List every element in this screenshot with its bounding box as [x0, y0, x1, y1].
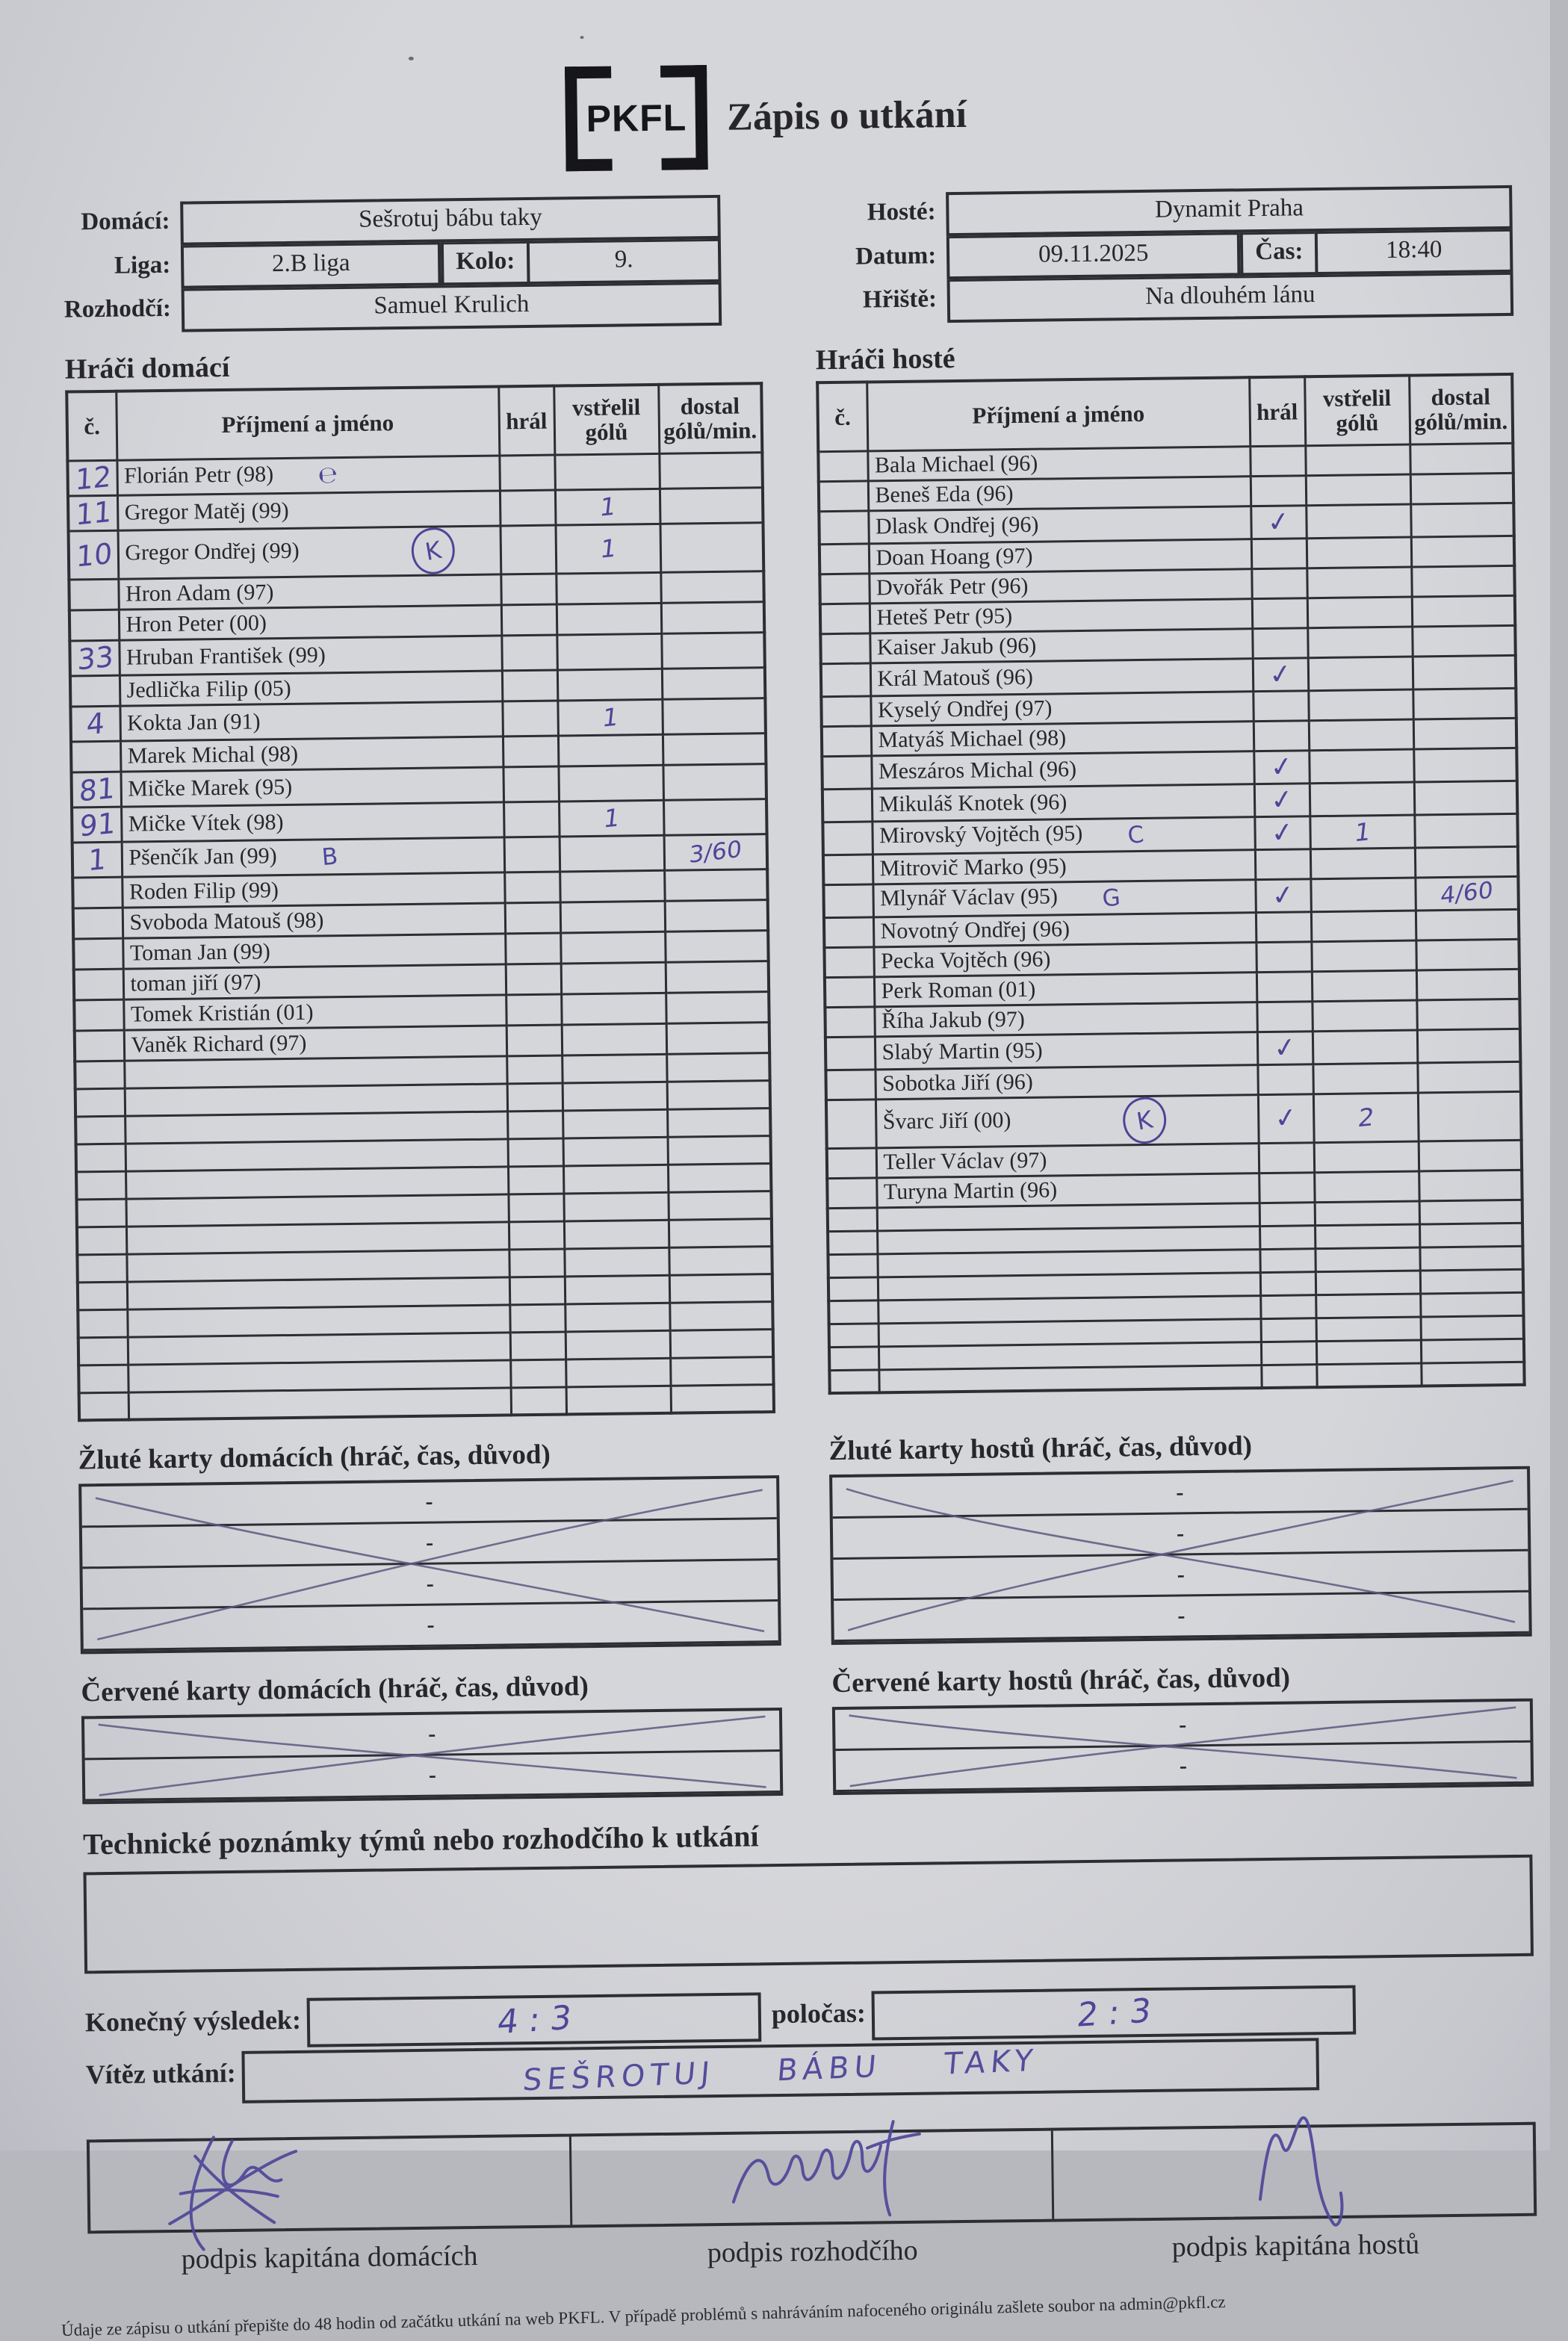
- player-number-handwritten: 33: [76, 639, 114, 677]
- player-name: Kokta Jan (91): [126, 708, 261, 736]
- crossed-out-strokes-icon: [81, 1478, 778, 1651]
- guest-team-label: Hosté:: [867, 198, 936, 226]
- player-name: Jedlička Filip (05): [126, 675, 291, 703]
- guest-roster-table: [816, 373, 1526, 1395]
- red-cards-home-box: [81, 1708, 783, 1804]
- player-name: Svoboda Matouš (98): [129, 907, 324, 935]
- player-number-handwritten: 12: [74, 459, 112, 497]
- player-name: Bala Michael (96): [874, 450, 1038, 478]
- signatures-box: [87, 2122, 1537, 2234]
- technical-notes-box: [83, 1855, 1534, 1974]
- player-name: Hron Adam (97): [125, 579, 274, 607]
- captain-circled-mark-handwritten: K: [408, 524, 459, 577]
- rosters: [64, 316, 1527, 1422]
- card-empty-row: -: [836, 1743, 1531, 1792]
- red-cards-guest-box: [832, 1699, 1534, 1795]
- played-checkmark-handwritten: ✓: [1271, 1031, 1298, 1065]
- halftime-box: [872, 1985, 1357, 2041]
- player-name: Marek Michal (98): [127, 741, 299, 769]
- played-checkmark-handwritten: ✓: [1267, 657, 1294, 692]
- player-name: Gregor Ondřej (99): [125, 538, 300, 565]
- winner-box: [241, 2038, 1319, 2103]
- player-name: Florián Petr (98): [123, 462, 274, 489]
- col-number: č.: [817, 382, 867, 451]
- guest-team-value: Dynamit Praha: [946, 185, 1513, 236]
- league-label: Liga:: [114, 251, 171, 279]
- home-captain-signature-icon: [89, 2106, 570, 2254]
- player-row: [69, 522, 764, 579]
- halftime-label: poločas:: [771, 1997, 867, 2030]
- technical-notes-title: Technické poznámky týmů nebo rozhodčího k utkání: [82, 1819, 759, 1861]
- guest-captain-signature-label: podpis kapitána hostů: [1171, 2228, 1420, 2263]
- card-empty-row: -: [84, 1711, 780, 1760]
- player-name: Novotný Ondřej (96): [880, 917, 1070, 944]
- date-label: Datum:: [855, 242, 937, 270]
- role-mark-handwritten: G: [1101, 884, 1122, 912]
- yellow-cards-home: [78, 1431, 778, 1654]
- goals-conceded-handwritten: 4/60: [1440, 876, 1494, 910]
- goals-scored-handwritten: 1: [600, 701, 620, 733]
- role-mark-handwritten: ℮: [317, 461, 340, 490]
- yellow-cards-guest-title: Žluté karty hostů (hráč, čas, důvod): [828, 1430, 1253, 1467]
- yellow-cards-home-title: Žluté karty domácích (hráč, čas, důvod): [78, 1439, 551, 1476]
- footer-instructions: Údaje ze zápisu o utkání přepište do 48 hodin od začátku utkání na web PKFL. V případě problémů s nahráváním nafoceného originálu zašlete soubor na admin@pkfl.cz: [61, 2292, 1226, 2340]
- red-cards-home: [81, 1663, 781, 1804]
- home-roster-section: [64, 325, 776, 1421]
- final-result-label: Konečný výsledek:: [84, 2004, 302, 2038]
- role-mark-handwritten: B: [320, 843, 339, 872]
- player-number-handwritten: 10: [75, 536, 114, 574]
- player-name: Dlask Ondřej (96): [875, 512, 1039, 539]
- goals-scored-handwritten: 2: [1356, 1102, 1376, 1133]
- yellow-cards-guest: [828, 1422, 1529, 1645]
- card-empty-row: -: [81, 1478, 777, 1528]
- card-empty-row: -: [835, 1702, 1531, 1751]
- pkfl-logo: [565, 65, 708, 171]
- card-empty-row: -: [82, 1519, 778, 1569]
- player-name: Gregor Matěj (99): [124, 497, 289, 525]
- player-name: Tomek Kristián (01): [130, 999, 314, 1027]
- match-info-home: [63, 195, 722, 334]
- played-checkmark-handwritten: ✓: [1268, 750, 1295, 784]
- guest-roster-section: [815, 316, 1526, 1395]
- guest-roster-title: Hráči hosté: [815, 343, 955, 376]
- played-checkmark-handwritten: ✓: [1269, 878, 1297, 913]
- red-cards: [81, 1655, 1531, 1805]
- time-value: 18:40: [1315, 229, 1513, 275]
- goals-conceded-handwritten: 3/60: [688, 835, 743, 869]
- home-roster-header-row: [66, 383, 762, 460]
- date-value: 09.11.2025: [946, 232, 1241, 279]
- home-roster-title: Hráči domácí: [64, 351, 230, 385]
- card-empty-row: -: [85, 1752, 781, 1801]
- played-checkmark-handwritten: ✓: [1268, 816, 1296, 850]
- player-name: Slabý Martin (95): [881, 1038, 1043, 1065]
- goals-scored-handwritten: 1: [598, 533, 618, 564]
- halftime-handwritten: 2 : 3: [1074, 1991, 1153, 2035]
- venue-label: Hřiště:: [862, 285, 938, 314]
- player-name: Mičke Marek (95): [128, 774, 293, 801]
- player-name: Kaiser Jakub (96): [876, 633, 1037, 660]
- col-goals-conceded: dostal gólů/min.: [1409, 374, 1513, 444]
- round-value: 9.: [527, 239, 722, 285]
- player-name: Mlynář Václav (95): [879, 884, 1059, 911]
- captain-circled-mark-handwritten: K: [1120, 1094, 1171, 1147]
- yellow-cards: [78, 1422, 1529, 1655]
- match-info: [63, 185, 1513, 334]
- referee-signature-icon: [571, 2101, 1052, 2249]
- yellow-cards-home-box: [78, 1475, 781, 1654]
- player-name: Kyselý Ondřej (97): [877, 695, 1053, 723]
- final-result-box: [307, 1992, 762, 2047]
- player-name: Pecka Vojtěch (96): [880, 946, 1051, 974]
- player-name: Toman Jan (99): [129, 938, 270, 966]
- yellow-cards-guest-box: [829, 1466, 1532, 1645]
- home-captain-signature-label: podpis kapitána domácích: [181, 2240, 478, 2275]
- player-name: Dvořák Petr (96): [876, 573, 1029, 601]
- col-goals-scored: vstřelil gólů: [1304, 376, 1410, 446]
- crossed-out-strokes-icon: [832, 1469, 1529, 1642]
- player-name: Matyáš Michael (98): [878, 725, 1067, 753]
- signature-home-captain: [90, 2136, 572, 2230]
- card-empty-row: -: [83, 1560, 778, 1610]
- player-name: Roden Filip (99): [128, 877, 279, 905]
- round-label: Kolo:: [441, 241, 527, 285]
- player-row: [826, 1091, 1522, 1148]
- card-empty-row: -: [83, 1602, 778, 1651]
- ink-speck: [409, 57, 414, 61]
- player-number-handwritten: 81: [78, 770, 116, 808]
- player-number-handwritten: 1: [87, 842, 108, 877]
- guest-roster-header-row: [817, 374, 1513, 451]
- player-name: Meszáros Michal (96): [878, 757, 1077, 784]
- played-checkmark-handwritten: ✓: [1272, 1101, 1299, 1135]
- player-name: Perk Roman (01): [881, 976, 1036, 1004]
- player-name: Heteš Petr (95): [876, 604, 1013, 630]
- player-name: Teller Václav (97): [883, 1147, 1047, 1175]
- home-roster-table: [65, 382, 775, 1421]
- card-empty-row: -: [833, 1510, 1528, 1560]
- match-info-guest: [855, 185, 1513, 324]
- red-cards-home-title: Červené karty domácích (hráč, čas, důvod): [81, 1671, 589, 1708]
- role-mark-handwritten: C: [1126, 820, 1145, 849]
- player-name: Doan Hoang (97): [876, 543, 1033, 571]
- player-name: Sobotka Jiří (96): [881, 1069, 1034, 1097]
- player-name: Turyna Martin (96): [883, 1177, 1058, 1205]
- player-name: Mičke Vítek (98): [128, 809, 284, 837]
- crossed-out-strokes-icon: [835, 1702, 1531, 1792]
- card-empty-row: -: [833, 1551, 1528, 1601]
- logo-text: PKFL: [586, 96, 687, 140]
- red-cards-guest-title: Červené karty hostů (hráč, čas, důvod): [831, 1662, 1291, 1699]
- player-name: Král Matouš (96): [877, 664, 1034, 692]
- col-name: Příjmení a jméno: [867, 377, 1250, 450]
- goals-scored-handwritten: 1: [1352, 816, 1372, 847]
- ink-speck: [580, 36, 583, 39]
- player-name: Mikuláš Knotek (96): [878, 790, 1067, 817]
- final-result-handwritten: 4 : 3: [495, 1998, 574, 2041]
- home-team-value: Sešrotuj bábu taky: [180, 195, 721, 246]
- card-empty-row: -: [834, 1593, 1529, 1642]
- page-title: Zápis o utkání: [726, 93, 967, 139]
- col-number: č.: [66, 391, 117, 461]
- col-goals-scored: vstřelil gólů: [554, 385, 659, 455]
- referee-value: Samuel Krulich: [182, 282, 722, 332]
- player-number-handwritten: 91: [78, 805, 117, 843]
- venue-value: Na dlouhém lánu: [947, 273, 1513, 323]
- player-number-handwritten: 11: [75, 494, 113, 532]
- winner-handwritten: SEŠROTUJ BÁBU TAKY: [521, 2043, 1040, 2098]
- card-empty-row: -: [832, 1469, 1528, 1519]
- player-name: toman jiří (97): [130, 969, 261, 996]
- player-name: Beneš Eda (96): [875, 481, 1014, 508]
- crossed-out-strokes-icon: [84, 1711, 780, 1801]
- col-played: hrál: [498, 386, 554, 456]
- winner-label: Vítěz utkání:: [85, 2057, 237, 2090]
- player-name: Mitrovič Marko (95): [879, 854, 1067, 881]
- col-played: hrál: [1249, 376, 1305, 446]
- signature-guest-captain: [1053, 2125, 1534, 2219]
- col-goals-conceded: dostal gólů/min.: [658, 383, 762, 453]
- home-team-label: Domácí:: [81, 207, 170, 236]
- red-cards-guest: [831, 1655, 1531, 1795]
- player-name: Švarc Jiří (00): [882, 1107, 1011, 1134]
- player-name: Hron Peter (00): [125, 610, 267, 637]
- guest-captain-signature-icon: [1053, 2095, 1534, 2243]
- goals-scored-handwritten: 1: [601, 802, 622, 834]
- referee-signature-label: podpis rozhodčího: [707, 2234, 918, 2269]
- goals-scored-handwritten: 1: [598, 491, 618, 522]
- player-name: Vaněk Richard (97): [131, 1030, 307, 1058]
- played-checkmark-handwritten: ✓: [1265, 505, 1292, 539]
- player-name: Hruban František (99): [125, 642, 326, 670]
- col-name: Příjmení a jméno: [116, 386, 499, 459]
- played-checkmark-handwritten: ✓: [1268, 783, 1295, 817]
- league-value: 2.B liga: [181, 242, 441, 288]
- time-label: Čas:: [1240, 232, 1316, 276]
- player-number-handwritten: 4: [86, 706, 105, 741]
- signature-referee: [571, 2131, 1054, 2225]
- player-name: Mirovský Vojtěch (95): [878, 821, 1083, 849]
- referee-label: Rozhodčí:: [63, 294, 172, 323]
- player-name: Pšenčík Jan (99): [128, 843, 277, 870]
- player-name: Říha Jakub (97): [881, 1006, 1025, 1034]
- masthead: [0, 55, 1542, 178]
